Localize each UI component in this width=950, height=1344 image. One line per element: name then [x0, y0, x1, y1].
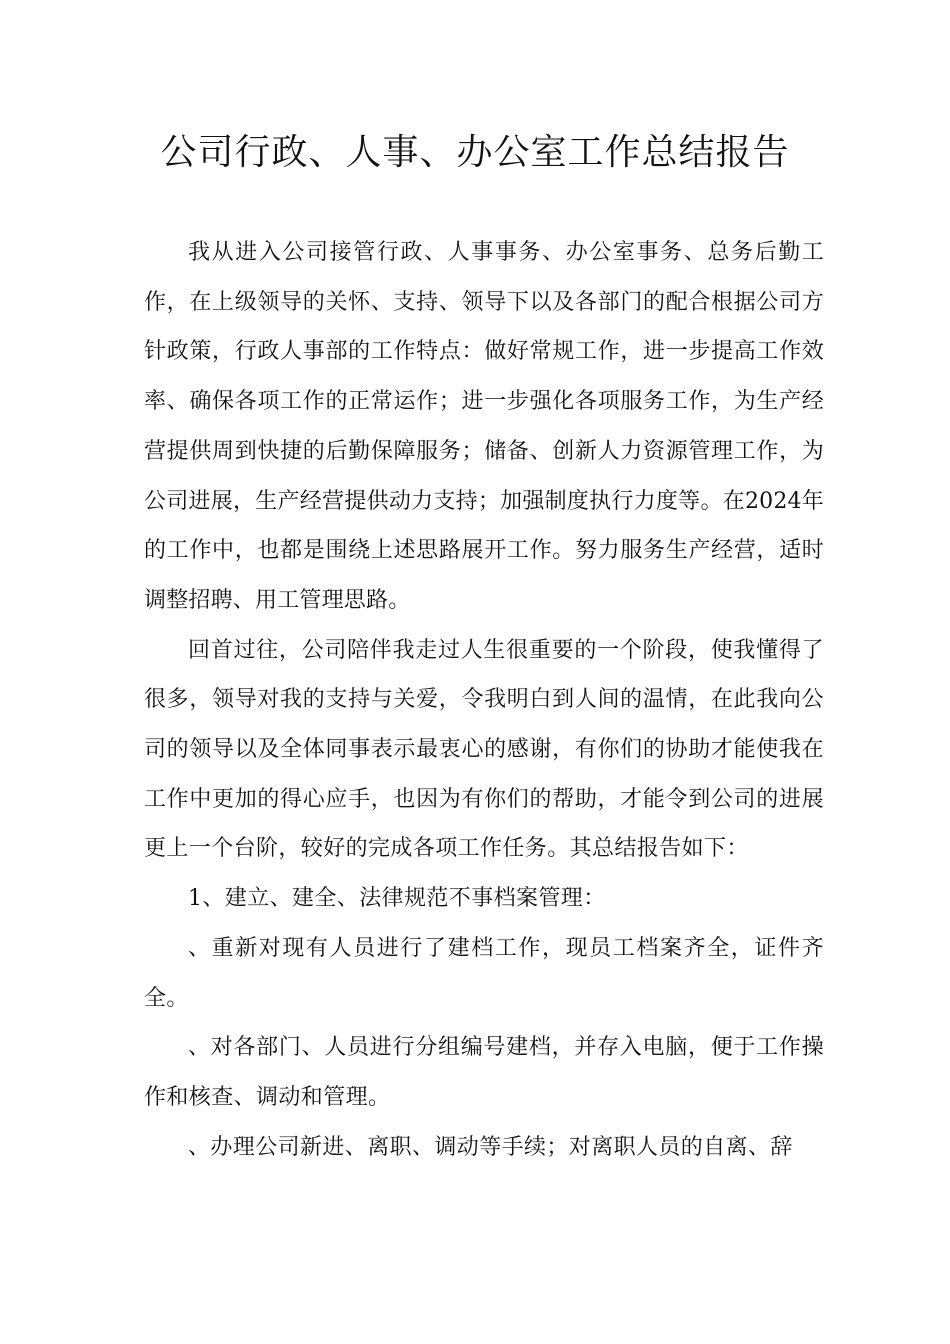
list-item-procedures: 、办理公司新进、离职、调动等手续；对离职人员的自离、辞 — [188, 1134, 793, 1160]
paragraph-retrospect: 回首过往，公司陪伴我走过人生很重要的一个阶段，使我懂得了很多，领导对我的支持与关爱，令我明白到人间的温情，在此我向公司的领导以及全体同事表示最衷心的感谢，有你们的协助才能使我在工作中更加的得心应手，也因为有你们的帮助，才能令到公司的进展更上一个台阶，较好的完成各项工作任务。其总结报告如下： — [144, 637, 824, 862]
section-heading-archives: 1、建立、建全、法律规范不事档案管理： — [188, 886, 606, 912]
document-title: 公司行政、人事、办公室工作总结报告 — [160, 132, 790, 173]
list-item-group-numbering: 、对各部门、人员进行分组编号建档，并存入电脑，便于工作操作和核查、调动和管理。 — [144, 1035, 824, 1110]
document-body — [144, 228, 824, 1172]
list-item-rebuild-archives: 、重新对现有人员进行了建档工作，现员工档案齐全，证件齐全。 — [144, 935, 824, 1011]
paragraph-intro: 我从进入公司接管行政、人事事务、办公室事务、总务后勤工作，在上级领导的关怀、支持、领导下以及各部门的配合根据公司方针政策，行政人事部的工作特点：做好常规工作，进一步提高工作效率、确保各项工作的正常运作；进一步强化各项服务工作，为生产经营提供周到快捷的后勤保障服务；储备、创新人力资源管理工作，为公司进展，生产经营提供动力支持；加强制度执行力度等。在2024年的工作中，也都是围绕上述思路展开工作。努力服务生产经营，适时调整招聘、用工管理思路。 — [144, 240, 824, 613]
